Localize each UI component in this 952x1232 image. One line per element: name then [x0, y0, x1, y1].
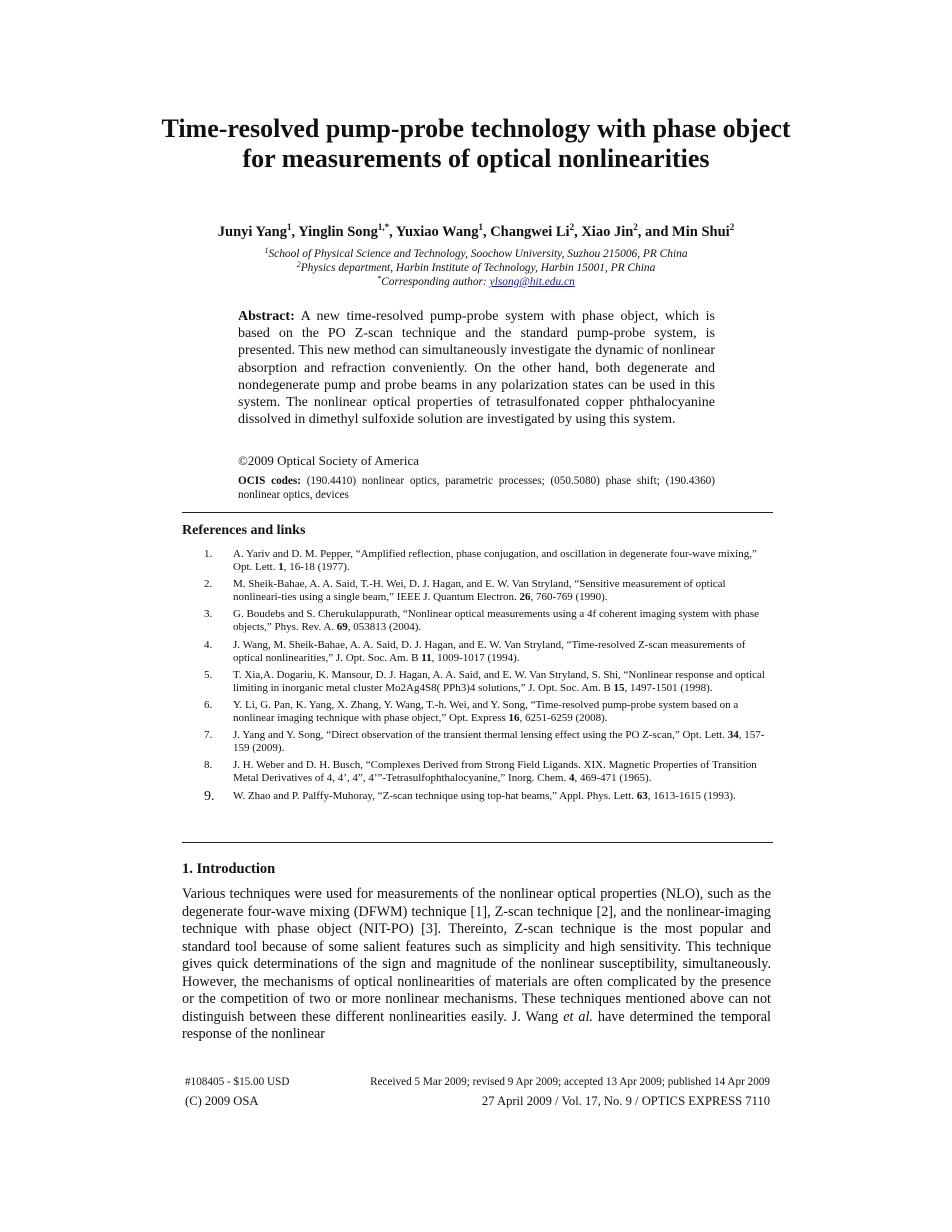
- reference-item: 6. Y. Li, G. Pan, K. Yang, X. Zhang, Y. Wang, T.-h. Wei, and Y. Song, “Time-resolved pump-probe system based on a nonlinear imaging technique with phase object,” Opt. Express 16, 6251-6259 (2008).: [204, 698, 739, 724]
- reference-item: 2. M. Sheik-Bahae, A. A. Said, T.-H. Wei, D. J. Hagan, and E. W. Van Stryland, “Sensitive measurement of optical nonlineari-ties using a single beam,” IEEE J. Quantum Electron. 26, 760-769 (1990).: [204, 578, 726, 604]
- ocis-codes: [238, 474, 715, 502]
- ocis-label: OCIS codes:: [238, 475, 301, 487]
- author-list: Junyi Yang$^1$, Yinglin Song$^{1,*}$, Yuxiao Wang$^1$, Changwei Li$^2$, Xiao Jin$^2$, and Min Shui$^2$: [217, 222, 735, 240]
- reference-list: [182, 548, 773, 807]
- author: Yinglin Song$^{1,*}$: [298, 222, 390, 240]
- reference-item: 8. J. H. Weber and D. H. Busch, “Complexes Derived from Strong Field Ligands. XIX. Magnetic Properties of Transition Metal Derivatives of 4, 4’, 4”, 4’”-Tetrasulfophthalocyanine,” Inorg. Chem. 4, 469-471 (1965).: [204, 759, 757, 785]
- abstract-text: A new time-resolved pump-probe system with phase object, which is based on the PO Z-scan technique and the standard pump-probe system, is presented. This new method can simultaneously investigate the dynamic of nonlinear absorption and refraction conveniently. On the other hand, both degenerate and nondegenerate pump and probe beams in any polarization states can be used in this system. The nonlinear optical properties of tetrasulfonated copper phthalocyanine dissolved in dimethyl sulfoxide solution are investigated by using this system.: [238, 309, 715, 428]
- author: Changwei Li$^2$: [490, 222, 575, 240]
- copyright-notice: ©2009 Optical Society of America: [238, 453, 419, 468]
- email-link[interactable]: ylsong@hit.edu.cn: [489, 276, 575, 288]
- author: and Min Shui$^2$: [645, 222, 735, 240]
- author: Yuxiao Wang$^1$: [395, 222, 483, 240]
- corresponding-author: *Corresponding author: ylsong@hit.edu.cn: [377, 274, 575, 288]
- reference-item: 1. A. Yariv and D. M. Pepper, “Amplified reflection, phase conjugation, and oscillation in degenerate four-wave mixing,” Opt. Lett. 1, 16-18 (1977).: [204, 548, 757, 573]
- author: Xiao Jin$^2$: [581, 222, 638, 240]
- reference-item: 7. J. Yang and Y. Song, “Direct observation of the transient thermal lensing effect using the PO Z-scan,” Opt. Lett. 34, 157-159 (2009).: [204, 729, 765, 755]
- footer-manuscript-line: [185, 1075, 770, 1089]
- author: Junyi Yang$^1$: [217, 222, 292, 240]
- abstract: [238, 308, 715, 428]
- affiliation-2: $^2$Physics department, Harbin Institute of Technology, Harbin 15001, PR China: [296, 260, 656, 274]
- received-dates: Received 5 Mar 2009; revised 9 Apr 2009; accepted 13 Apr 2009; published 14 Apr 2009: [370, 1076, 770, 1088]
- ocis-text: (190.4410) nonlinear optics, parametric processes; (050.5080) phase shift; (190.4360) nonlinear optics, devices: [238, 475, 716, 501]
- affiliations: [170, 247, 782, 289]
- section-heading: 1. Introduction: [182, 861, 276, 877]
- reference-item: 4. J. Wang, M. Sheik-Bahae, A. A. Said, D. J. Hagan, and E. W. Van Stryland, “Time-resolved Z-scan measurements of optical nonlinearities,” J. Opt. Soc. Am. B 11, 1009-1017 (1994).: [204, 638, 746, 664]
- journal-issue: 27 April 2009 / Vol. 17, No. 9 / OPTICS EXPRESS 7110: [481, 1094, 770, 1108]
- footer-copyright: (C) 2009 OSA: [185, 1094, 259, 1108]
- reference-item: 3. G. Boudebs and S. Cherukulappurath, “Nonlinear optical measurements using a 4f coherent imaging system with phase objects,” Phys. Rev. A. 69, 053813 (2004).: [204, 608, 760, 634]
- manuscript-number: #108405 - $15.00 USD: [185, 1076, 290, 1088]
- introduction-paragraph: Various techniques were used for measurements of the nonlinear optical properties (NLO), such as the degenerate four-wave mixing (DFWM) technique [1], Z-scan technique [2], and the nonlinear-imaging technique with phase object (NIT-PO) [3]. Thereinto, Z-scan technique is the most popular and standard tool because of some salient features such as simplicity and high sensitivity. This technique gives quick determinations of the sign and magnitude of the nonlinear susceptibility, simultaneously. However, the mechanisms of optical nonlinearities of materials are often complicated by the presence or the competition of two or more nonlinear mechanisms. These techniques mentioned above can not distinguish between these different nonlinearities easily. J. Wang et al. have determined the temporal response of the nonlinear: [182, 886, 771, 1042]
- affiliation-1: $^1$School of Physical Science and Technology, Soochow University, Suzhou 215006, PR China: [264, 246, 688, 260]
- references-heading: References and links: [182, 523, 306, 538]
- abstract-label: Abstract:: [238, 309, 295, 324]
- paper-title: Time-resolved pump-probe technology with phase object for measurements of optical nonlinearities: [161, 114, 791, 173]
- divider-bottom: [182, 842, 773, 843]
- reference-item: 9. W. Zhao and P. Palffy-Muhoray, “Z-scan technique using top-hat beams,” Appl. Phys. Lett. 63, 1613-1615 (1993).: [204, 788, 736, 804]
- divider-top: [182, 512, 773, 513]
- footer-journal-line: [185, 1093, 770, 1109]
- reference-item: 5. T. Xia,A. Dogariu, K. Mansour, D. J. Hagan, A. A. Said, and E. W. Van Stryland, S. Shi, “Nonlinear response and optical limiting in inorganic metal cluster Mo2Ag4S8( PPh3)4 solutions,” J. Opt. Soc. Am. B 15, 1497-1501 (1998).: [204, 668, 765, 694]
